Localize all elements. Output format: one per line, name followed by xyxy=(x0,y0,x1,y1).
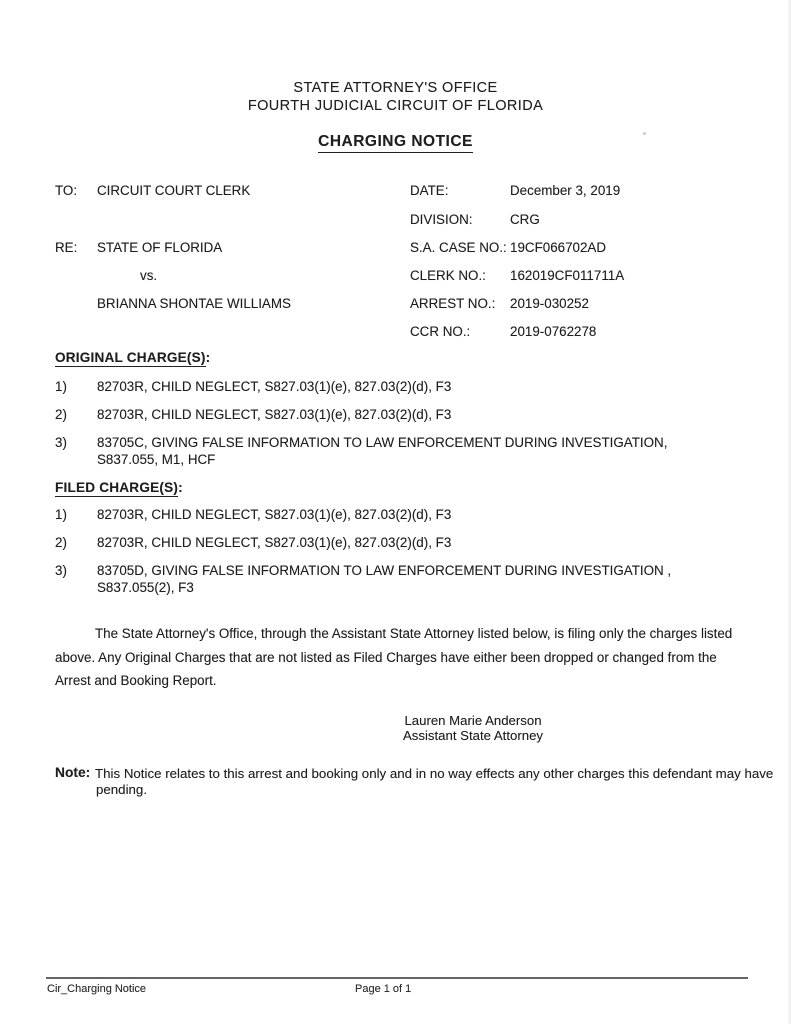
document-title-row xyxy=(0,133,791,153)
division-label: DIVISION: xyxy=(410,212,473,227)
sa-case-no-label: S.A. CASE NO.: xyxy=(410,240,507,255)
scan-artifact-dot xyxy=(643,132,646,135)
to-value: CIRCUIT COURT CLERK xyxy=(97,183,251,198)
scan-edge-shade xyxy=(787,0,791,1024)
re-label: RE: xyxy=(55,240,78,255)
filed-charges-heading-colon: : xyxy=(178,480,183,495)
arrest-no-label: ARREST NO.: xyxy=(410,296,496,311)
vs-text: vs. xyxy=(140,268,158,283)
clerk-no-label: CLERK NO.: xyxy=(410,268,486,283)
ccr-no-label: CCR NO.: xyxy=(410,324,471,339)
filed-charges-heading: FILED CHARGE(S) xyxy=(55,480,179,495)
arrest-no-value: 2019-030252 xyxy=(510,296,589,311)
date-value: December 3, 2019 xyxy=(510,183,621,198)
original-charge-3-text: 83705C, GIVING FALSE INFORMATION TO LAW ENFORCEMENT DURING INVESTIGATION, S837.055, M1, HCF xyxy=(97,435,668,467)
to-label: TO: xyxy=(55,183,78,198)
original-charge-1-text: 82703R, CHILD NEGLECT, S827.03(1)(e), 827.03(2)(d), F3 xyxy=(97,379,452,394)
defendant-name: BRIANNA SHONTAE WILLIAMS xyxy=(97,296,291,311)
sa-case-no-value: 19CF066702AD xyxy=(510,240,607,255)
filed-charge-3-number: 3) xyxy=(55,563,67,578)
original-charge-3-number: 3) xyxy=(55,435,67,450)
filed-charge-1-text: 82703R, CHILD NEGLECT, S827.03(1)(e), 827.03(2)(d), F3 xyxy=(97,507,452,522)
re-value: STATE OF FLORIDA xyxy=(97,240,223,255)
footer-page-number: Page 1 of 1 xyxy=(355,983,412,995)
date-label: DATE: xyxy=(410,183,449,198)
original-charge-2-text: 82703R, CHILD NEGLECT, S827.03(1)(e), 827.03(2)(d), F3 xyxy=(97,407,452,422)
filed-charges-heading-row xyxy=(55,479,183,497)
filed-charge-3-text: 83705D, GIVING FALSE INFORMATION TO LAW ENFORCEMENT DURING INVESTIGATION , S837.055(2), F3 xyxy=(97,563,672,595)
document-title: CHARGING NOTICE xyxy=(318,133,473,153)
attorney-title: Assistant State Attorney xyxy=(402,727,543,743)
original-charges-heading-colon: : xyxy=(205,350,211,365)
filed-charge-1-number: 1) xyxy=(55,507,67,522)
footer-divider-line xyxy=(46,977,748,979)
filing-statement-paragraph: The State Attorney's Office, through the Assistant State Attorney listed below, is filing only the charges listed above. Any Original Charges that are not listed as Filed Charges have either been dropped or changed from the Arrest and Booking Report. xyxy=(55,626,733,688)
filed-charge-2-number: 2) xyxy=(55,535,67,550)
original-charge-1-number: 1) xyxy=(55,379,67,394)
note-label: Note: xyxy=(55,765,91,780)
ccr-no-value: 2019-0762278 xyxy=(510,324,597,339)
footer-document-id: Cir_Charging Notice xyxy=(47,983,147,995)
attorney-name: Lauren Marie Anderson xyxy=(404,713,542,728)
note-text-line2: pending. xyxy=(96,782,148,797)
original-charges-heading-row xyxy=(55,349,210,367)
original-charges-heading: ORIGINAL CHARGE(S) xyxy=(55,350,206,365)
filed-charge-2-text: 82703R, CHILD NEGLECT, S827.03(1)(e), 827.03(2)(d), F3 xyxy=(97,535,452,550)
signature-block xyxy=(353,714,593,744)
note-text-line1: This Notice relates to this arrest and booking only and in no way effects any other charges this defendant may have xyxy=(95,766,774,781)
original-charge-2-number: 2) xyxy=(55,407,67,422)
clerk-no-value: 162019CF011711A xyxy=(510,268,625,283)
division-value: CRG xyxy=(510,212,540,227)
circuit-name: FOURTH JUDICIAL CIRCUIT OF FLORIDA xyxy=(247,98,544,114)
office-name: STATE ATTORNEY'S OFFICE xyxy=(293,80,498,96)
